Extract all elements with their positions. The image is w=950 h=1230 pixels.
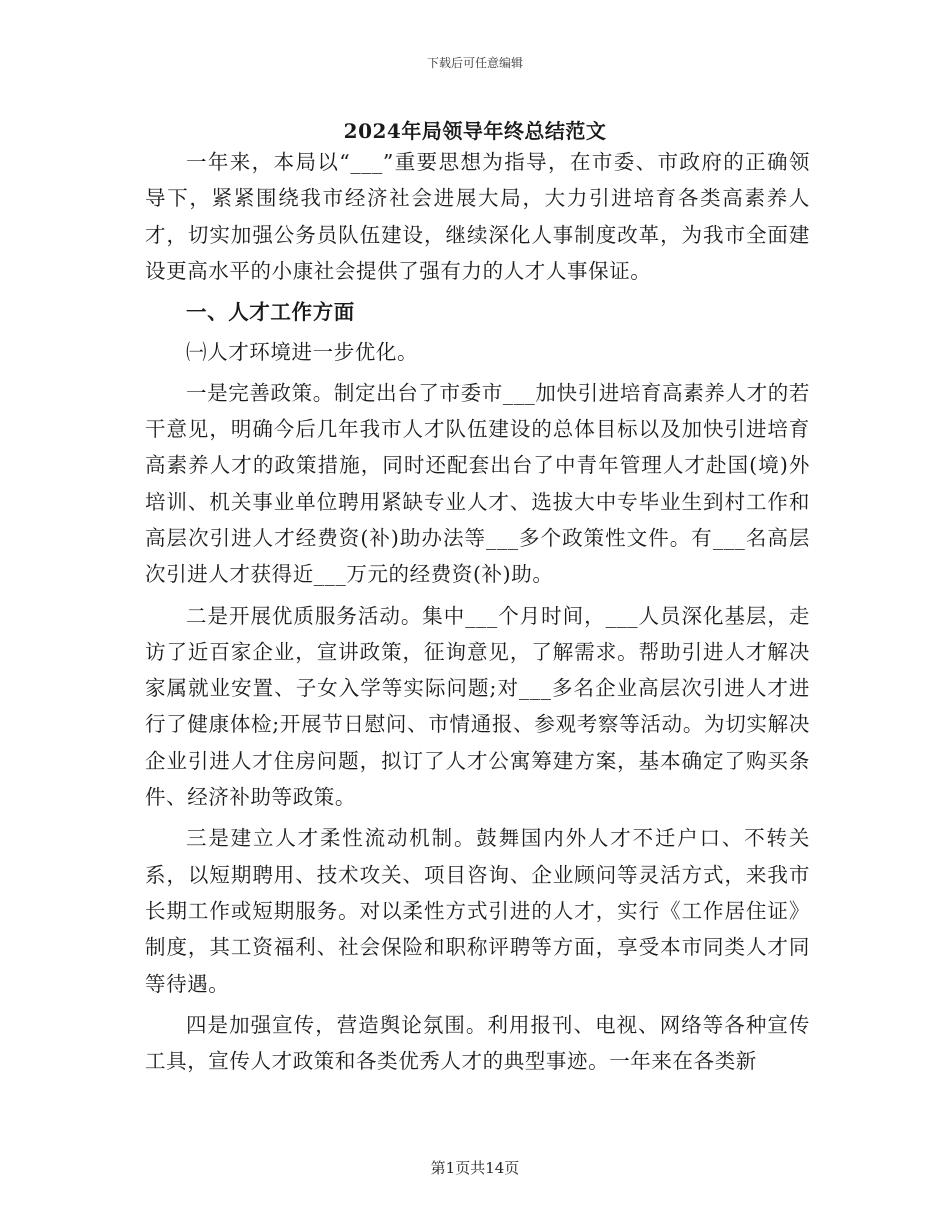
header-note: 下载后可任意编辑: [426, 56, 523, 70]
subsection-heading-environment: ㈠人才环境进一步优化。: [186, 340, 419, 365]
paragraph-service: 二是开展优质服务活动。集中___个月时间，___人员深化基层，走访了近百家企业，宣讲政策，征询意见，了解需求。帮助引进人才解决家属就业安置、子女入学等实际问题;对___多名企业高层次引进人才进行了健康体检;开展节日慰问、市情通报、参观考察等活动。为切实解决企业引进人才住房问题，拟订了人才公寓筹建方案，基本确定了购买条件、经济补助等政策。: [145, 603, 810, 810]
paragraph-policy: 一是完善政策。制定出台了市委市___加快引进培育高素养人才的若干意见，明确今后几年我市人才队伍建设的总体目标以及加快引进培育高素养人才的政策措施，同时还配套出台了中青年管理人才赴国(境)外培训、机关事业单位聘用紧缺专业人才、选拔大中专毕业生到村工作和高层次引进人才经费资(补)助办法等___多个政策性文件。有___名高层次引进人才获得近___万元的经费资(补)助。: [145, 380, 810, 587]
paragraph-flexible-mechanism: 三是建立人才柔性流动机制。鼓舞国内外人才不迁户口、不转关系，以短期聘用、技术攻关、项目咨询、企业顾问等灵活方式，来我市长期工作或短期服务。对以柔性方式引进的人才，实行《工作居住证》制度，其工资福利、社会保险和职称评聘等方面，享受本市同类人才同等待遇。: [145, 826, 810, 996]
intro-paragraph: 一年来，本局以“___”重要思想为指导，在市委、市政府的正确领导下，紧紧围绕我市经济社会进展大局，大力引进培育各类高素养人才，切实加强公务员队伍建设，继续深化人事制度改革，为我市全面建设更高水平的小康社会提供了强有力的人才人事保证。: [145, 150, 810, 283]
page-number-footer: 第1页共14页: [430, 1159, 520, 1177]
document-title: 2024年局领导年终总结范文: [343, 119, 607, 143]
document-body: [145, 144, 810, 1084]
section-heading-talent-work: 一、人才工作方面: [186, 300, 355, 325]
paragraph-publicity: 四是加强宣传，营造舆论氛围。利用报刊、电视、网络等各种宣传工具，宣传人才政策和各类优秀人才的典型事迹。一年来在各类新: [145, 1012, 810, 1074]
